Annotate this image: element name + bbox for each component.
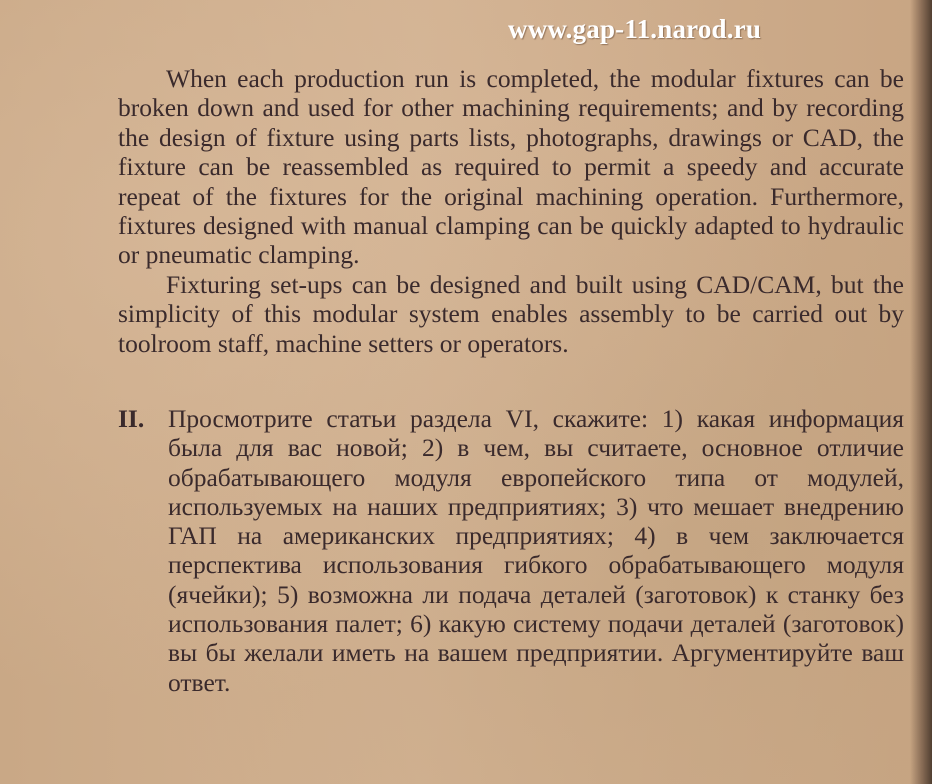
english-text-block xyxy=(118,64,904,358)
site-watermark: www.gap-11.narod.ru xyxy=(508,14,762,44)
exercise-number: II. xyxy=(118,404,145,433)
exercise-two xyxy=(118,404,904,697)
exercise-instructions: Просмотрите статьи раздела VI, скажите: 1) какая информация была для вас новой; 2) в чем, вы считаете, основное отличие обрабатывающего модуля европейского типа от модулей, используемых на наших предприятиях; 3) что мешает внедрению ГАП на американских предприятиях; 4) в чем заключается перспектива использования гибкого обрабатывающего модуля (ячейки); 5) возможна ли подача деталей (заготовок) к станку без использования палет; 6) какую систему подачи деталей (заготовок) вы бы желали иметь на вашем предприятии. Аргументируйте ваш ответ. xyxy=(168,404,904,697)
page-edge-shadow xyxy=(910,0,932,784)
paragraph-fixturing-setups: Fixturing set-ups can be designed and built using CAD/CAM, but the simplicity of this modular system enables assembly to be carried out by toolroom staff, machine setters or operators. xyxy=(118,269,904,358)
paragraph-modular-fixtures: When each production run is completed, the modular fixtures can be broken down and used for other machining requirements; and by recording the design of fixture using parts lists, photographs, drawings or CAD, the fixture can be reassembled as required to permit a speedy and accurate repeat of the fixtures for the original machining operation. Furthermore, fixtures designed with manual clamping can be quickly adapted to hydraulic or pneumatic clamping. xyxy=(118,64,904,270)
